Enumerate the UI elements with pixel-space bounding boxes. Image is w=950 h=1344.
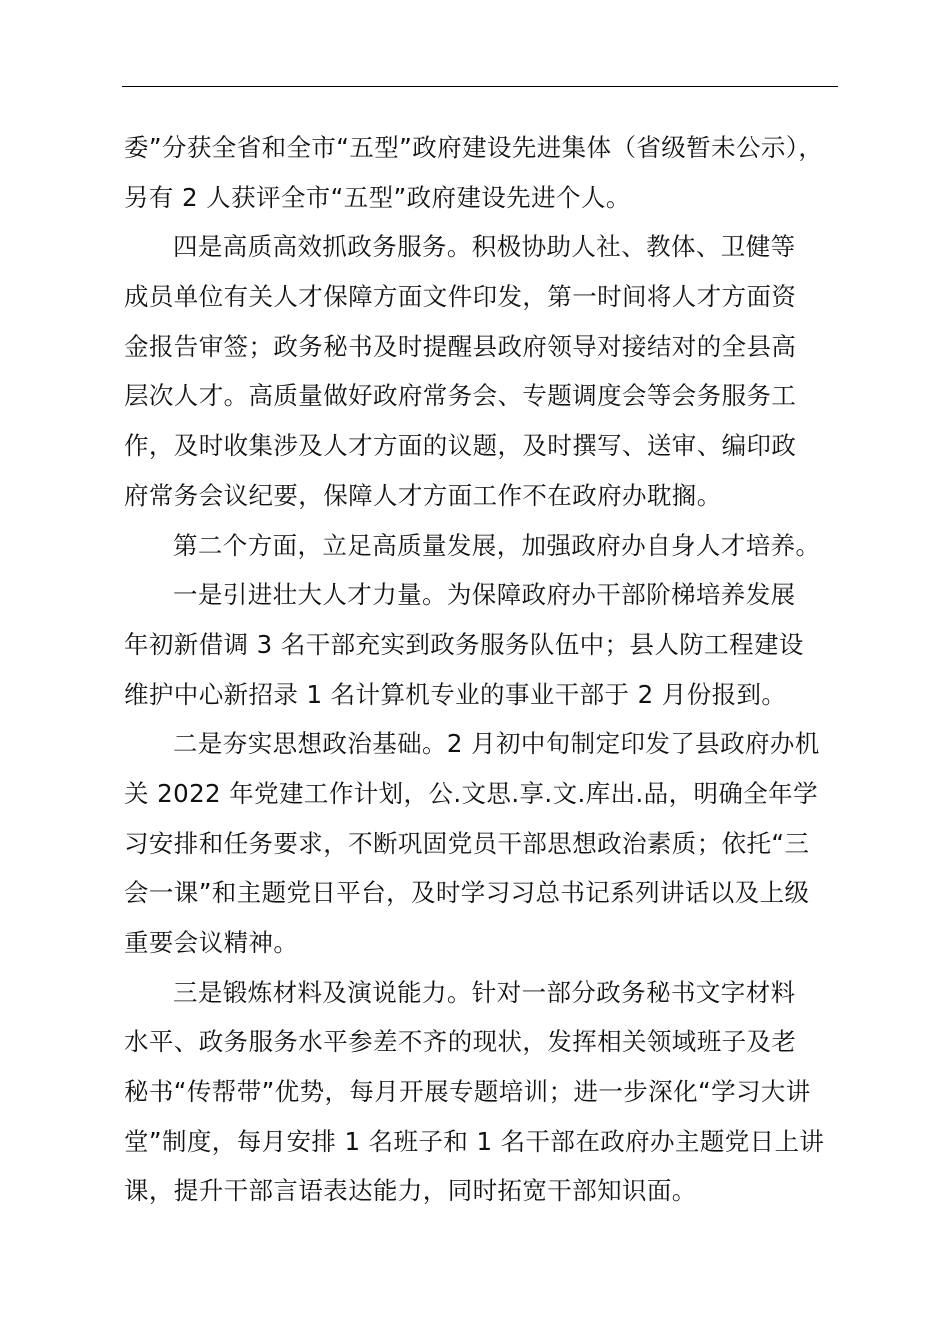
text-line: 另有 2 人获评全市“五型”政府建设先进个人。 (124, 182, 631, 212)
text-line: 成员单位有关人才保障方面文件印发，第一时间将人才方面资 (124, 282, 797, 312)
paragraph-start-line: 三是锻炼材料及演说能力。针对一部分政务秘书文字材料 (173, 977, 796, 1007)
paragraph-start-line: 一是引进壮大人才力量。为保障政府办干部阶梯培养发展 (173, 580, 796, 610)
text-line: 委”分获全省和全市“五型”政府建设先进集体（省级暂未公示）， (124, 133, 824, 162)
paragraph-start-line: 四是高质高效抓政务服务。积极协助人社、教体、卫健等 (173, 232, 796, 262)
header-rule (122, 86, 838, 87)
text-line: 年初新借调 3 名干部充实到政务服务队伍中；县人防工程建设 (124, 629, 804, 659)
text-line: 秘书“传帮带”优势，每月开展专题培训；进一步深化“学习大讲 (124, 1077, 811, 1107)
section-heading-line: 第二个方面，立足高质量发展，加强政府办自身人才培养。 (173, 530, 821, 560)
text-line: 课，提升干部言语表达能力，同时拓宽干部知识面。 (124, 1176, 697, 1206)
text-line: 习安排和任务要求，不断巩固党员干部思想政治素质；依托“三 (124, 828, 810, 858)
text-line: 会一课”和主题党日平台，及时学习习总书记系列讲话以及上级 (124, 878, 810, 908)
text-line: 关 2022 年党建工作计划，公.文思.享.文.库出.品，明确全年学 (124, 778, 818, 808)
text-line: 层次人才。高质量做好政府常务会、专题调度会等会务服务工 (124, 381, 797, 411)
text-line: 重要会议精神。 (124, 928, 299, 957)
text-line: 作，及时收集涉及人才方面的议题，及时撰写、送审、编印政 (124, 431, 797, 461)
text-line: 堂”制度，每月安排 1 名班子和 1 名干部在政府办主题党日上讲 (124, 1126, 825, 1156)
text-line: 水平、政务服务水平参差不齐的现状，发挥相关领域班子及老 (124, 1027, 797, 1057)
paragraph-start-line: 二是夯实思想政治基础。2 月初中旬制定印发了县政府办机 (173, 729, 820, 759)
text-line: 维护中心新招录 1 名计算机专业的事业干部于 2 月份报到。 (124, 679, 787, 709)
text-line: 金报告审签；政务秘书及时提醒县政府领导对接结对的全县高 (124, 331, 797, 361)
text-line: 府常务会议纪要，保障人才方面工作不在政府办耽搁。 (124, 480, 722, 510)
document-body (124, 123, 840, 1216)
